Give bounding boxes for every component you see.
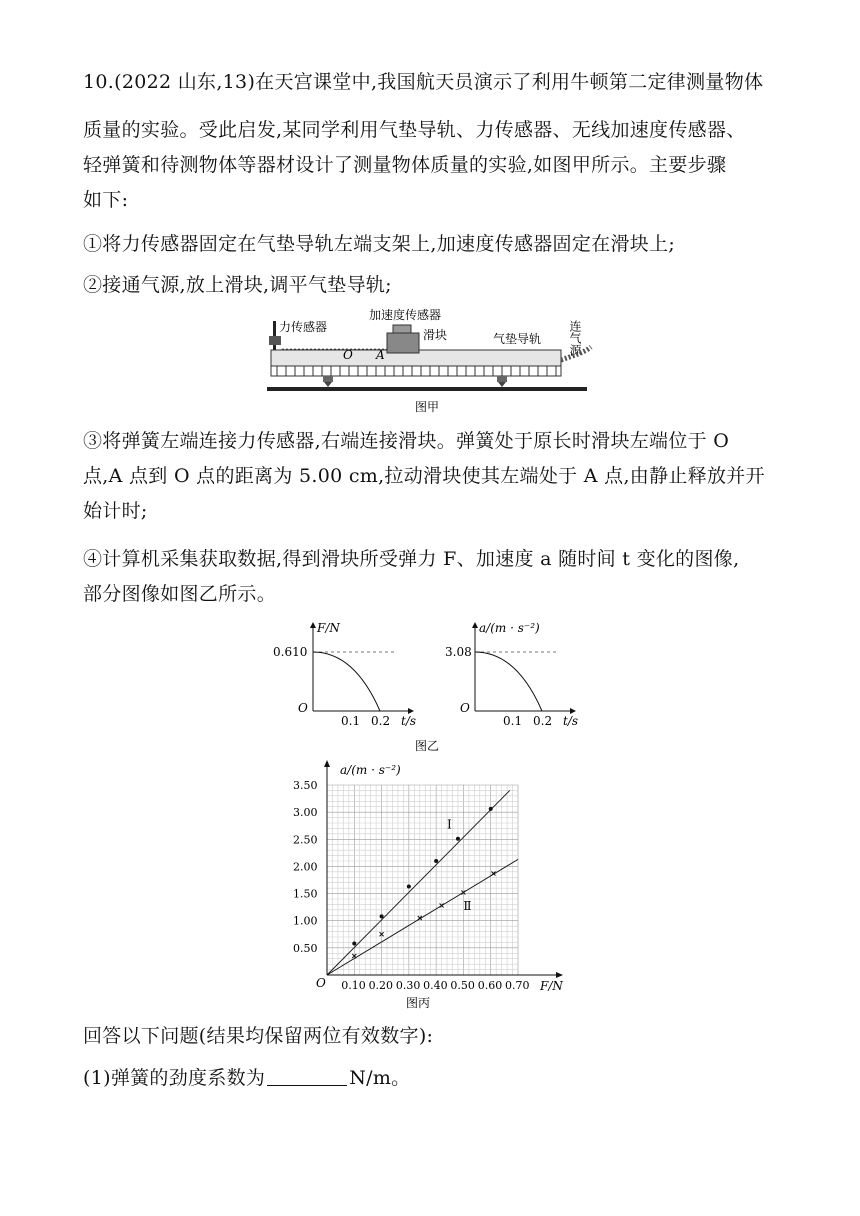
question-line-3: 轻弹簧和待测物体等器材设计了测量物体质量的实验,如图甲所示。主要步骤 bbox=[83, 154, 727, 176]
step-3-line-1: ③将弹簧左端连接力传感器,右端连接滑块。弹簧处于原长时滑块左端位于 O bbox=[83, 430, 730, 452]
question-line-4: 如下: bbox=[83, 189, 129, 211]
answer-prompt: 回答以下问题(结果均保留两位有效数字): bbox=[83, 1025, 434, 1047]
point-series-1 bbox=[489, 807, 493, 811]
origin-right: O bbox=[460, 701, 470, 715]
label-point-a: A bbox=[376, 348, 385, 362]
curve-force bbox=[313, 652, 380, 711]
step-1: ①将力传感器固定在气垫导轨左端支架上,加速度传感器固定在滑块上; bbox=[83, 233, 676, 255]
label-force-sensor: 力传感器 bbox=[279, 320, 328, 334]
x-tick-label: 0.10 bbox=[341, 979, 366, 992]
y-tick-label: 3.00 bbox=[293, 806, 318, 820]
series-label-2: Ⅱ bbox=[463, 898, 472, 913]
xlabel-right: t/s bbox=[563, 714, 579, 728]
slider-block bbox=[387, 333, 419, 353]
chart-caption: 图丙 bbox=[406, 996, 431, 1010]
question-line-1: 10.(2022 山东,13)在天宫课堂中,我国航天员演示了利用牛顿第二定律测量物体 bbox=[83, 71, 764, 93]
xtick-left-2: 0.2 bbox=[371, 714, 391, 728]
y-tick-label: 1.00 bbox=[293, 914, 318, 928]
y-tick-label: 0.50 bbox=[293, 941, 318, 955]
label-air-track: 气垫导轨 bbox=[493, 332, 542, 346]
sub-question-1-unit: N/m。 bbox=[349, 1067, 411, 1089]
point-series-1 bbox=[456, 837, 460, 841]
chart-ylabel: a/(m · s⁻²) bbox=[340, 763, 401, 777]
foot-left-tip bbox=[324, 382, 332, 387]
figure-b bbox=[265, 615, 605, 757]
answer-blank[interactable] bbox=[267, 1067, 347, 1086]
figure-b-caption: 图乙 bbox=[415, 739, 440, 753]
ytick-left: 0.610 bbox=[273, 645, 308, 659]
graph-accel-time bbox=[445, 621, 578, 728]
accel-sensor-icon bbox=[393, 325, 411, 333]
step-4-line-1: ④计算机采集获取数据,得到滑块所受弹力 F、加速度 a 随时间 t 变化的图像, bbox=[83, 548, 740, 570]
point-series-1 bbox=[434, 859, 438, 863]
question-line-2: 质量的实验。受此启发,某同学利用气垫导轨、力传感器、无线加速度传感器、 bbox=[83, 119, 746, 141]
chart-tick-labels bbox=[293, 779, 530, 992]
point-series-1 bbox=[380, 914, 384, 918]
point-series-1 bbox=[352, 942, 356, 946]
figure-c-chart bbox=[280, 757, 580, 1013]
figure-apparatus bbox=[265, 305, 595, 417]
xlabel-left: t/s bbox=[401, 714, 417, 728]
point-series-1 bbox=[407, 885, 411, 889]
y-axis-arrow bbox=[324, 760, 330, 767]
sub-question-1 bbox=[83, 1066, 410, 1090]
figure-a-caption: 图甲 bbox=[415, 400, 440, 414]
curve-accel bbox=[475, 652, 542, 711]
y-tick-label: 3.50 bbox=[293, 779, 318, 792]
label-point-o: O bbox=[343, 348, 353, 362]
xtick-right-2: 0.2 bbox=[533, 714, 553, 728]
step-2: ②接通气源,放上滑块,调平气垫导轨; bbox=[83, 274, 392, 296]
xtick-left-1: 0.1 bbox=[341, 714, 361, 728]
chart-origin: O bbox=[316, 976, 326, 990]
foot-left bbox=[323, 376, 333, 382]
graph-force-time bbox=[273, 621, 416, 728]
x-tick-label: 0.60 bbox=[477, 979, 503, 992]
label-accel-sensor: 加速度传感器 bbox=[369, 308, 442, 322]
sub-question-1-text: (1)弹簧的劲度系数为 bbox=[83, 1067, 266, 1089]
ylabel-right: a/(m · s⁻²) bbox=[479, 621, 540, 635]
x-axis-arrow bbox=[556, 972, 563, 978]
ylabel-left: F/N bbox=[317, 621, 340, 635]
series-label-1: Ⅰ bbox=[447, 817, 452, 832]
track-scale bbox=[271, 366, 561, 376]
x-tick-label: 0.30 bbox=[395, 979, 421, 992]
ytick-right: 3.08 bbox=[445, 645, 472, 659]
label-air-source: 连气源 bbox=[568, 320, 582, 356]
table-surface bbox=[267, 387, 587, 391]
label-slider: 滑块 bbox=[423, 328, 448, 342]
y-tick-label: 2.50 bbox=[293, 833, 318, 847]
step-3-line-3: 始计时; bbox=[83, 500, 148, 522]
step-4-line-2: 部分图像如图乙所示。 bbox=[83, 583, 277, 605]
x-tick-label: 0.70 bbox=[505, 979, 530, 992]
foot-right bbox=[497, 376, 507, 382]
origin-left: O bbox=[298, 701, 308, 715]
y-tick-label: 1.50 bbox=[293, 887, 318, 901]
foot-right-tip bbox=[498, 382, 506, 387]
x-tick-label: 0.50 bbox=[450, 979, 475, 992]
step-3-line-2: 点,A 点到 O 点的距离为 5.00 cm,拉动滑块使其左端处于 A 点,由静止释放并开 bbox=[83, 465, 765, 487]
x-tick-label: 0.20 bbox=[368, 979, 394, 992]
force-sensor-icon bbox=[269, 336, 281, 345]
y-tick-label: 2.00 bbox=[293, 860, 318, 874]
x-tick-label: 0.40 bbox=[423, 979, 448, 992]
chart-xlabel: F/N bbox=[540, 979, 563, 993]
xtick-right-1: 0.1 bbox=[503, 714, 523, 728]
